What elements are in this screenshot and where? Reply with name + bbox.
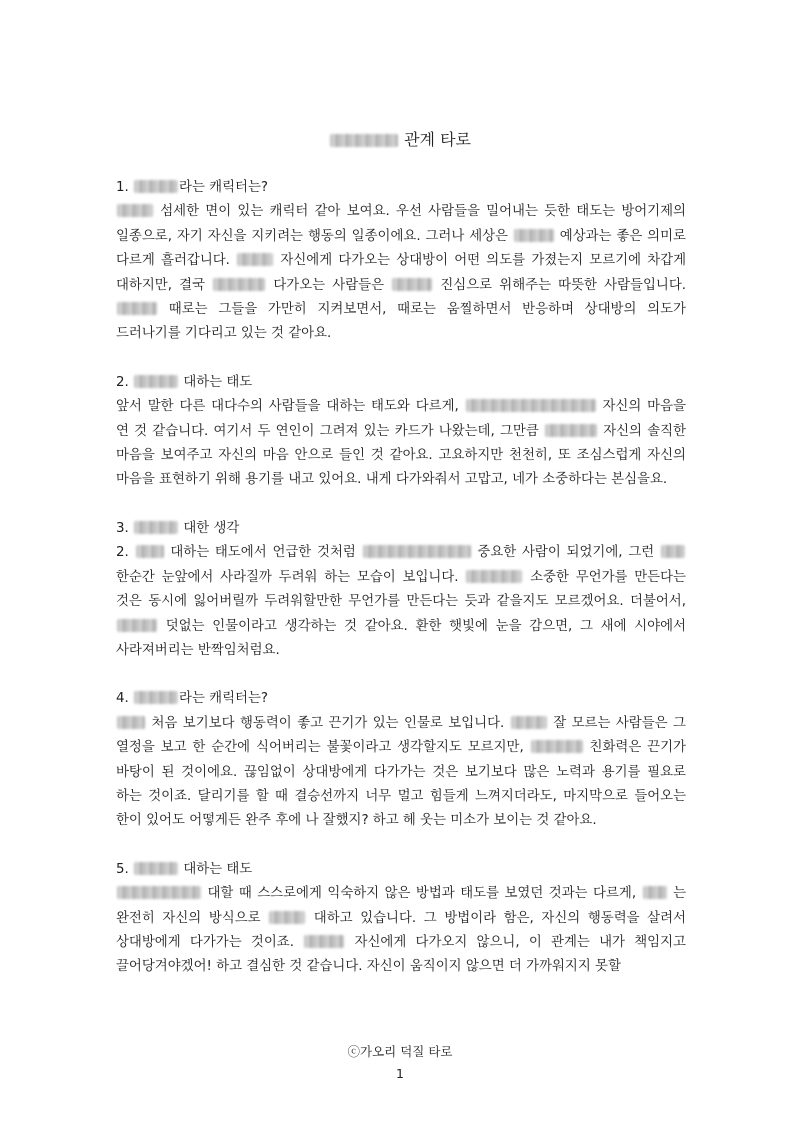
section-paragraph: 대할 때 스스로에게 익숙하지 않은 방법과 태도를 보였던 것과는 다르게, 는 완전히 자신의 방식으로 대하고 있습니다. 그 방법이라 함은, 자신의 행동력을 살려서 상대방에게 다가가는 것이죠. 자신에게 다가오지 않으니, 이 관계는 내가 책임지고 끌어당겨야겠어! 하고 결심한 것 같습니다. 자신이 움직이지 않으면 더 가까워지지 못할 xyxy=(116,886,687,975)
section-2 xyxy=(116,371,686,493)
redacted-name xyxy=(363,545,471,558)
page-number: 1 xyxy=(396,1066,404,1081)
redacted-name xyxy=(117,204,153,217)
redacted-name xyxy=(134,375,178,388)
redacted-name xyxy=(117,886,201,899)
title-text: 관계 타로 xyxy=(404,130,471,149)
section-heading: 4. 라는 캐릭터는? xyxy=(116,691,269,707)
redacted-name xyxy=(134,521,178,534)
redacted-name xyxy=(511,716,547,729)
redacted-name xyxy=(466,399,596,412)
section-paragraph: 2. 대하는 태도에서 언급한 것처럼 중요한 사람이 되었기에, 그런 한순간 눈앞에서 사라질까 두려워 하는 모습이 보입니다. 소중한 무언가를 만든다는 것은 동시에 잃어버릴까 두려워할만한 무언가를 만든다는 듯과 같을지도 모르겠어요. 더불어서, 덧없는 인물이라고 생각하는 것 같아요. 환한 햇빛에 눈을 감으면, 그 새에 시야에서 사라져버리는 반짝임처럼요. xyxy=(116,545,686,658)
redacted-name xyxy=(545,424,597,437)
redacted-name xyxy=(117,302,157,315)
redacted-name xyxy=(392,278,432,291)
redacted-name xyxy=(514,229,554,242)
redacted-name xyxy=(643,886,667,899)
section-heading: 5. 대하는 태도 xyxy=(116,861,253,877)
redacted-name xyxy=(213,278,265,291)
section-heading: 2. 대하는 태도 xyxy=(116,374,253,390)
section-3 xyxy=(116,517,686,663)
copyright-footer: ⓒ가오리 덕질 타로 xyxy=(347,1044,453,1059)
section-paragraph: 섬세한 면이 있는 캐릭터 같아 보여요. 우선 사람들을 밀어내는 듯한 태도는 방어기제의 일종으로, 자기 자신을 지키려는 행동의 일종이에요. 그러나 세상은 예상과는 좋은 의미로 다르게 흘러갑니다. 자신에게 다가오는 상대방이 어떤 의도를 가졌는지 모르기에 차갑게 대하지만, 결국 다가오는 사람들은 진심으로 위해주는 따뜻한 사람들입니다. 때로는 그들을 가만히 지켜보면서, 때로는 움찔하면서 반응하며 상대방의 의도가 드러나기를 기다리고 있는 것 같아요. xyxy=(116,204,687,342)
redacted-name xyxy=(237,253,273,266)
section-heading: 3. 대한 생각 xyxy=(116,520,240,536)
redacted-name xyxy=(134,862,178,875)
section-5 xyxy=(116,858,686,980)
redacted-name xyxy=(661,545,685,558)
redacted-name xyxy=(330,134,398,147)
redacted-name xyxy=(134,180,178,193)
redacted-name xyxy=(304,935,344,948)
redacted-name xyxy=(269,911,305,924)
redacted-name xyxy=(531,740,583,753)
redacted-name xyxy=(117,716,145,729)
section-paragraph: 처음 보기보다 행동력이 좋고 끈기가 있는 인물로 보입니다. 잘 모르는 사람들은 그 열정을 보고 한 순간에 식어버리는 불꽃이라고 생각할지도 모르지만, 친화력은 끈기가 바탕이 된 것이에요. 끊임없이 상대방에게 다가가는 것은 보기보다 많은 노력과 용기를 필요로 하는 것이죠. 달리기를 할 때 결승선까지 너무 멀고 힘들게 느껴지더라도, 마지막으로 들어오는 한이 있어도 어떻게든 완주 후에 나 잘했지? 하고 헤 웃는 미소가 보이는 것 같아요. xyxy=(116,715,686,829)
document-title xyxy=(0,128,800,152)
section-paragraph: 앞서 말한 다른 대다수의 사람들을 대하는 태도와 다르게, 자신의 마음을 연 것 같습니다. 여기서 두 연인이 그려져 있는 카드가 나왔는데, 그만큼 자신의 솔직한 마음을 보여주고 자신의 마음 안으로 들인 것 같아요. 고요하지만 천천히, 또 조심스럽게 자신의 마음을 표현하기 위해 용기를 내고 있어요. 내게 다가와줘서 고맙고, 네가 소중하다는 본심을요. xyxy=(116,399,687,488)
redacted-name xyxy=(117,619,157,632)
redacted-name xyxy=(466,570,522,583)
section-1 xyxy=(116,176,686,347)
section-heading: 1. 라는 캐릭터는? xyxy=(116,180,269,195)
redacted-name xyxy=(134,691,178,704)
section-4 xyxy=(116,687,686,833)
redacted-name xyxy=(136,545,164,558)
document-body xyxy=(116,176,686,1004)
